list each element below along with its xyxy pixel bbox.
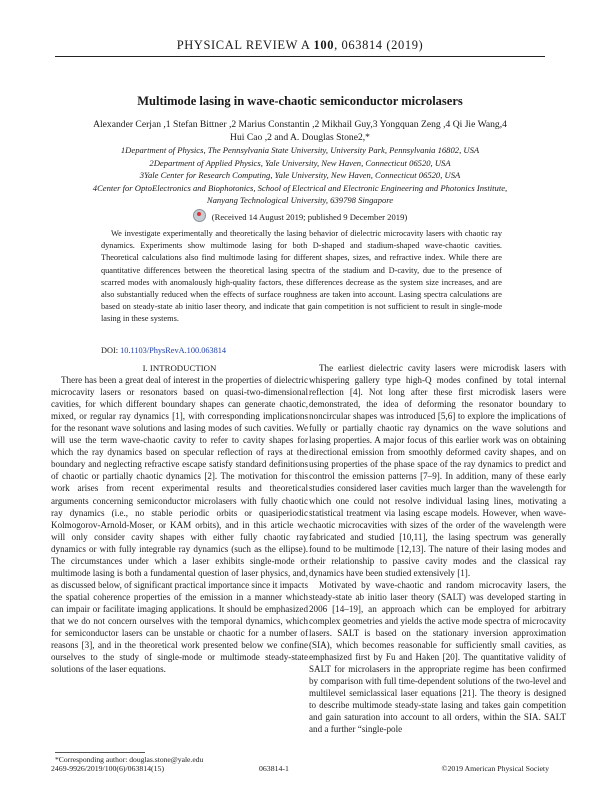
authors-line-2: Hui Cao ,2 and A. Douglas Stone2,* [230,131,370,143]
footnote-rule [55,752,145,753]
journal-issue: , 063814 (2019) [334,38,424,52]
affiliation-2: 2Department of Applied Physics, Yale University, New Haven, Connecticut 06520, USA [149,157,451,168]
footer-issn: 2469-9926/2019/100(6)/063814(15) [51,764,165,773]
journal-volume: 100 [313,38,335,52]
footer-copyright: ©2019 American Physical Society [441,764,549,773]
affiliations [60,144,540,207]
affiliation-1: 1Department of Physics, The Pennsylvania State University, University Park, Pennsylvania 16802, USA [120,145,480,155]
footnote: *Corresponding author: douglas.stone@yale.edu [55,755,204,764]
section-heading: I. INTRODUCTION [142,363,217,373]
journal-header [0,38,600,53]
crossmark-icon[interactable] [193,209,206,222]
received-text: (Received 14 August 2019; published 9 December 2019) [211,212,408,222]
doi-line [101,346,226,355]
right-paragraph-1: The earliest dielectric cavity lasers were microdisk lasers with whispering gallery type high-Q modes confined by total internal reflection [4]. Not long after these first microdisk lasers were demonstrated, the idea of deforming the resonator boundary to noncircular shapes was introduced [5,6] to explore the implications of fully or partially chaotic ray dynamics on the wave solutions and lasing properties. A major focus of this earlier work was on obtaining directional emission from smoothly deformed cavity shapes, and on using properties of the phase space of the ray dynamics to predict and control the emission patterns [7–9]. In addition, many of these early studies considered laser cavities much larger than the wavelength for which one could not resolve individual lasing lines, motivating a statistical treatment via lasing escape models. However, when wave-chaotic microcavities with sizes of the order of the wavelength were fabricated and studied [10,11], the lasing spectrum was generally found to be multimode [12,13]. The nature of their lasing modes and their relationship to passive cavity modes and the classical ray dynamics have been studied extensively [1]. [309,363,566,578]
authors [70,119,530,144]
left-column [51,362,308,675]
affiliation-3: 3Yale Center for Research Computing, Yale University, New Haven, Connecticut 06520, USA [139,170,461,181]
paper-title: Multimode lasing in wave-chaotic semiconductor microlasers [137,94,463,108]
abstract: We investigate experimentally and theoretically the lasing behavior of dielectric microcavity lasers with chaotic ray dynamics. Experiments show multimode lasing for both D-shaped and stadium-shaped wave-chaotic cavities. Theoretical calculations also find multimode lasing for different shapes, sizes, and refractive index. While there are quantitative differences between the theoretical lasing spectra of the stadium and D-cavity, due to the presence of scarred modes with anomalously high-quality factors, these differences decrease as the system size increases, and are also substantially reduced when the effects of surface roughness are taken into account. Lasing spectra calculations are based on steady-state ab initio laser theory, and indicate that gain competition is not sufficient to result in single-mode lasing in these systems. [101,229,502,324]
footer-page: 063814-1 [259,764,289,773]
left-paragraph-1: There has been a great deal of interest in the properties of dielectric microcavity lasers or resonators based on quasi-two-dimensional cavities, for which different boundary shapes can generate chaotic, mixed, or regular ray dynamics [1], with corresponding implications for the resonant wave solutions and lasing modes of such cavities. We will use the term wave-chaotic cavity to refer to cavity shapes for which the ray dynamics based on specular reflection of rays at the boundary and neglecting refractive escape satisfy standard definitions of chaotic or partially chaotic dynamics [2]. The motivation for this work arises from recent experimental results and theoretical arguments concerning semiconductor microlasers with fully chaotic ray dynamics (i.e., no stable periodic orbits or quasiperiodic Kolmogorov-Arnold-Moser, or KAM orbits), and in this article we will only consider cavity shapes with either fully chaotic ray dynamics or with fully integrable ray dynamics (such as the ellipse). The circumstances under which a laser exhibits single-mode or multimode lasing is both a fundamental question of laser physics, and, as discussed below, of significant practical importance since it impacts the spatial coherence properties of the emission in a manner which can impair or facilitate imaging applications. It should be emphasized that we do not concern ourselves with the temporal dynamics, which for semiconductor lasers can be unstable or chaotic for a number of reasons [3], and in the theoretical work presented below we confine ourselves to the study of single-mode or multimode steady-state solutions of the laser equations. [51,375,308,675]
header-rule [55,56,545,57]
doi-label: DOI: [101,346,119,355]
authors-line-1: Alexander Cerjan ,1 Stefan Bittner ,2 Marius Constantin ,2 Mikhail Guy,3 Yongquan Zeng ,4 Qi Jie Wang,4 [93,119,507,130]
right-column [309,362,566,735]
affiliation-4-cont: Nanyang Technological University, 639798 Singapore [206,195,394,206]
received-line [0,209,600,222]
doi-link[interactable]: 10.1103/PhysRevA.100.063814 [120,346,227,355]
affiliation-4: 4Center for OptoElectronics and Biophotonics, School of Electrical and Electronic Engineering and Photonics Institute, [92,182,508,193]
journal-name: PHYSICAL REVIEW A [176,38,310,52]
right-paragraph-2: Motivated by wave-chaotic and random microcavity lasers, the steady-state ab initio laser theory (SALT) was developed starting in 2006 [14–19], an approach which can be employed for arbitrary complex geometries and yields the active mode spectra of microcavity lasers. SALT is based on the stationary inversion approximation (SIA), which becomes reasonable for sufficiently small cavities, as emphasized first by Fu and Haken [20]. The quantitative validity of SALT for microlasers in the appropriate regime has been confirmed by comparison with full time-dependent solutions of the two-level and multilevel semiclassical laser equations [21]. The theory is designed to describe multimode steady-state lasing and takes gain competition and gain saturation into account to all orders, within the SIA. SALT and a further “single-pole [309,579,566,735]
